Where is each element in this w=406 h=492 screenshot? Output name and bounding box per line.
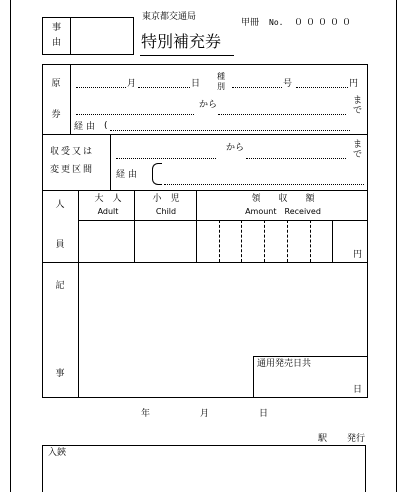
- issuing-station-unit: 駅: [318, 434, 328, 444]
- section-via-field[interactable]: [164, 184, 364, 185]
- outer-left-edge: [10, 0, 11, 492]
- section-from-label: から: [226, 143, 245, 153]
- series-label: 甲冊: [241, 18, 260, 28]
- issue-month-unit: 月: [200, 409, 210, 419]
- ticket-title: 特別補充券: [141, 32, 222, 51]
- outer-right-edge: [396, 0, 397, 492]
- section-from-field[interactable]: [116, 158, 216, 159]
- adult-count-field[interactable]: [79, 221, 133, 261]
- amount-digit-divider-2: [241, 220, 242, 262]
- section-to-label: まで: [353, 140, 363, 160]
- issue-day-unit: 日: [259, 409, 269, 419]
- original-day-unit: 日: [191, 79, 201, 89]
- section-via-label: 経 由: [116, 170, 137, 180]
- issue-year-unit: 年: [141, 409, 151, 419]
- people-label-bottom: 員: [55, 240, 65, 250]
- section-label-line2: 変更区間: [50, 165, 95, 175]
- section-label-line1: 収受又は: [50, 147, 95, 157]
- original-fare-unit: 円: [349, 79, 359, 89]
- amount-digit-divider-3: [264, 220, 265, 262]
- stamp-label: 入鋏: [48, 448, 67, 458]
- row-divider-2: [42, 190, 368, 191]
- people-label-top: 人: [55, 200, 65, 210]
- amount-received-field[interactable]: [197, 221, 367, 261]
- child-header-en: Child: [155, 207, 177, 216]
- original-to-field[interactable]: [218, 114, 346, 115]
- original-label-bottom: 券: [51, 110, 61, 120]
- amount-yen-unit: 円: [353, 250, 363, 260]
- original-number-field[interactable]: [232, 87, 282, 88]
- reason-input-area[interactable]: [72, 18, 133, 54]
- title-underline: [140, 55, 234, 56]
- section-via-bracket: [152, 163, 162, 185]
- original-day-field[interactable]: [138, 87, 190, 88]
- original-from-label: から: [199, 100, 218, 110]
- amount-digit-divider-1: [219, 220, 220, 262]
- amount-digit-divider-5: [310, 220, 311, 262]
- issuer-name: 東京都交通局: [142, 12, 197, 22]
- section-to-field[interactable]: [246, 158, 346, 159]
- amount-yen-divider: [332, 220, 333, 262]
- adult-header-jp: 大 人: [94, 194, 122, 204]
- original-month-unit: 月: [127, 79, 137, 89]
- issued-label: 発行: [347, 434, 366, 444]
- original-from-field[interactable]: [76, 114, 194, 115]
- section-label-column: [110, 134, 111, 190]
- original-via-bracket: (: [104, 121, 108, 131]
- notes-field[interactable]: [80, 264, 250, 396]
- original-type-label-top: 種: [217, 72, 225, 81]
- child-header-jp: 小 児: [152, 194, 180, 204]
- original-month-field[interactable]: [76, 87, 126, 88]
- validity-days-field[interactable]: [256, 372, 348, 394]
- amount-digit-divider-4: [287, 220, 288, 262]
- original-fare-field[interactable]: [296, 87, 348, 88]
- original-label-top: 原: [51, 79, 61, 89]
- amount-header-jp: 領 収 額: [251, 194, 315, 204]
- reason-box-label-bottom: 由: [52, 38, 62, 48]
- notes-label-bottom: 事: [55, 369, 65, 379]
- ticket-number: ０００００: [294, 18, 355, 28]
- reason-box-divider: [70, 17, 71, 55]
- row-divider-1: [42, 134, 368, 135]
- number-label: No.: [269, 18, 284, 27]
- validity-label: 通用発売日共: [257, 359, 312, 369]
- original-number-unit: 号: [283, 79, 293, 89]
- validity-day-unit: 日: [353, 385, 363, 395]
- adult-header-en: Adult: [97, 207, 119, 216]
- original-type-label-bottom: 別: [217, 82, 225, 91]
- original-via-label: 経 由: [74, 122, 95, 132]
- row-divider-4: [42, 262, 368, 263]
- child-count-field[interactable]: [135, 221, 195, 261]
- original-via-field[interactable]: [110, 130, 350, 131]
- notes-label-top: 記: [55, 281, 65, 291]
- original-label-column: [70, 64, 71, 134]
- amount-header-en: Amount Received: [245, 207, 321, 216]
- reason-box-label-top: 事: [52, 23, 62, 33]
- original-to-label: まで: [353, 96, 363, 116]
- stamp-box: [42, 445, 366, 492]
